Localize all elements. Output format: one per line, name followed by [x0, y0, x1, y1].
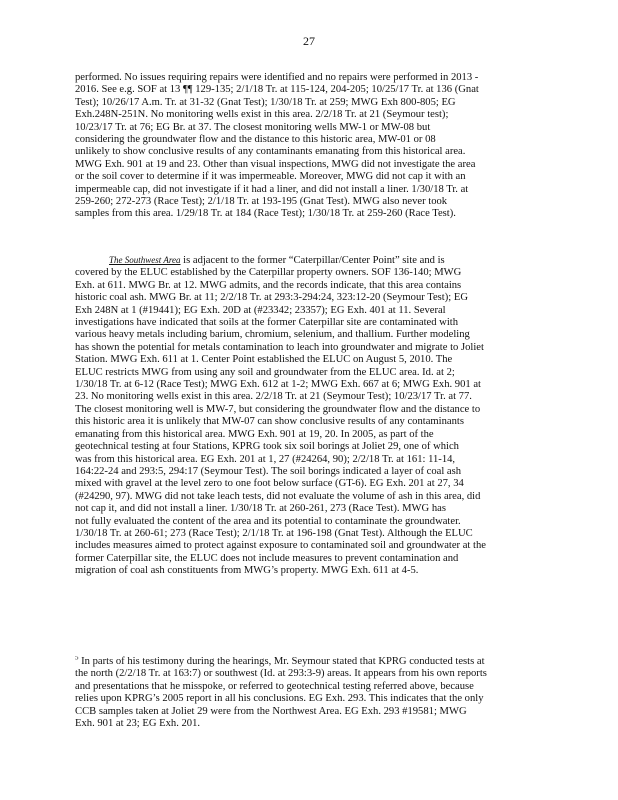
text-line: not fully evaluated the content of the area and its potential to contaminate the groundwater.: [75, 515, 461, 527]
text-line: unlikely to show conclusive results of any contaminants emanating from this historical area.: [75, 146, 466, 158]
footnote: [75, 656, 553, 730]
page-number: 27: [303, 34, 315, 48]
text-line: Test); 10/26/17 A.m. Tr. at 31-32 (Gnat Test); 1/30/18 Tr. at 259; MWG Exh 800-805; EG: [75, 96, 456, 108]
text-line: geotechnical testing at four Stations, KPRG took six soil borings at Joliet 29, one of which: [75, 441, 459, 453]
text-line: mixed with gravel at the level zero to one foot below surface (GT-6). EG Exh. 201 at 27, 34: [75, 478, 464, 490]
section-heading: The Southwest Area: [109, 255, 181, 265]
text-line: investigations have indicated that soils at the former Caterpillar site are contaminated with: [75, 317, 459, 329]
text-line: [75, 656, 553, 668]
text-line: this historic area it is unlikely that MW-07 can show conclusive results of any contaminants: [75, 416, 464, 428]
text-line: 164:22-24 and 293:5, 294:17 (Seymour Test). The soil borings indicated a layer of coal ash: [75, 465, 462, 477]
footnote-marker: 5: [75, 656, 79, 662]
text-line: historic coal ash. MWG Br. at 11; 2/2/18 Tr. at 293:3-294:24, 323:12-20 (Seymour Test); EG: [75, 292, 468, 304]
text-line: or the soil cover to determine if it was impermeable. Moreover, MWG did not cap it with an: [75, 171, 466, 183]
text-line: CCB samples taken at Joliet 29 were from the Northwest Area. EG Exh. 293 #19581; MWG: [75, 705, 467, 717]
text-line: 1/30/18 Tr. at 6-12 (Race Test); MWG Exh. 612 at 1-2; MWG Exh. 667 at 6; MWG Exh. 901 at: [75, 379, 481, 391]
text-line: Exh 248N at 1 (#19441); EG Exh. 20D at (#23342; 23357); EG Exh. 401 at 11. Several: [75, 304, 446, 316]
text-line: Exh. at 611. MWG Br. at 12. MWG admits, and the records indicate, that this area contains: [75, 279, 462, 291]
text-line: considering the groundwater flow and the distance to this historic area, MW-01 or 08: [75, 134, 436, 146]
text-line: 2016. See e.g. SOF at 13 ¶¶ 129-135; 2/1/18 Tr. at 115-124, 204-205; 10/25/17 Tr. at 136 (Gnat: [75, 84, 479, 96]
text-line: 259-260; 272-273 (Race Test); 2/1/18 Tr. at 193-195 (Gnat Test). MWG also never took: [75, 196, 448, 208]
text-line: former Caterpillar site, the ELUC does not include measures to prevent contamination and: [75, 552, 459, 564]
text-line: Station. MWG Exh. 611 at 1. Center Point established the ELUC on August 5, 2010. The: [75, 354, 453, 366]
text-line: various heavy metals including barium, chromium, selenium, and thallium. Further modeling: [75, 329, 470, 341]
text-line: was from this historical area. EG Exh. 201 at 1, 27 (#24264, 90); 2/2/18 Tr. at 161: 11-14,: [75, 453, 456, 465]
text-run: is adjacent to the former “Caterpillar/Center Point” site and is: [180, 255, 445, 266]
text-line: not cap it, and did not install a liner. 1/30/18 Tr. at 260-261, 273 (Race Test). MWG has: [75, 503, 446, 515]
text-line: the north (2/2/18 Tr. at 163:7) or southwest (Id. at 293:3-9) areas. It appears from his own reports: [75, 668, 487, 680]
text-line: emanating from this historical area. MWG Exh. 901 at 19, 20. In 2005, as part of the: [75, 428, 434, 440]
text-line: (#24290, 97). MWG did not take leach tests, did not evaluate the volume of ash in this area, did: [75, 490, 481, 502]
text-line: 1/30/18 Tr. at 260-61; 273 (Race Test); 2/1/18 Tr. at 196-198 (Gnat Test). Although the ELUC: [75, 527, 473, 539]
text-line: relies upon KPRG’s 2005 report in all his conclusions. EG Exh. 293. This indicates that the only: [75, 693, 484, 705]
text-line: has shown the potential for metals contamination to leach into groundwater and migrate to Joliet: [75, 341, 484, 353]
text-line: MWG Exh. 901 at 19 and 23. Other than visual inspections, MWG did not investigate the area: [75, 158, 476, 170]
text-line: The closest monitoring well is MW-7, but considering the groundwater flow and the distance to: [75, 403, 481, 415]
text-line: covered by the ELUC established by the Caterpillar property owners. SOF 136-140; MWG: [75, 267, 462, 279]
text-line: Exh.248N-251N. No monitoring wells exist in this area. 2/2/18 Tr. at 21 (Seymour test);: [75, 109, 449, 121]
text-line: samples from this area. 1/29/18 Tr. at 184 (Race Test); 1/30/18 Tr. at 259-260 (Race Test).: [75, 208, 456, 220]
text-line: performed. No issues requiring repairs were identified and no repairs were performed in 2013 -: [75, 72, 479, 83]
text-line: migration of coal ash constituents from MWG’s property. MWG Exh. 611 at 4-5.: [75, 565, 419, 577]
paragraph-northwest-area: [75, 72, 553, 221]
text-line: 10/23/17 Tr. at 76; EG Br. at 37. The closest monitoring wells MW-1 or MW-08 but: [75, 121, 431, 133]
text-line: includes measures aimed to protect against exposure to contaminated soil and groundwater at the: [75, 540, 486, 552]
text-run: In parts of his testimony during the hearings, Mr. Seymour stated that KPRG conducted tests at: [78, 656, 485, 667]
text-line: Exh. 901 at 23; EG Exh. 201.: [75, 718, 201, 730]
text-line: impermeable cap, did not investigate if it had a liner, and did not install a liner. 1/30/18 Tr. at: [75, 183, 469, 195]
text-line: 23. No monitoring wells exist in this area. 2/2/18 Tr. at 21 (Seymour Test); 10/23/17 Tr. at 77.: [75, 391, 472, 403]
text-line: and presentations that he misspoke, or referred to geotechnical testing referred above, because: [75, 680, 474, 692]
text-line: ELUC restricts MWG from using any soil and groundwater from the ELUC area. Id. at 2;: [75, 366, 455, 378]
paragraph-southwest-area: [75, 254, 553, 578]
text-line: [75, 254, 553, 267]
